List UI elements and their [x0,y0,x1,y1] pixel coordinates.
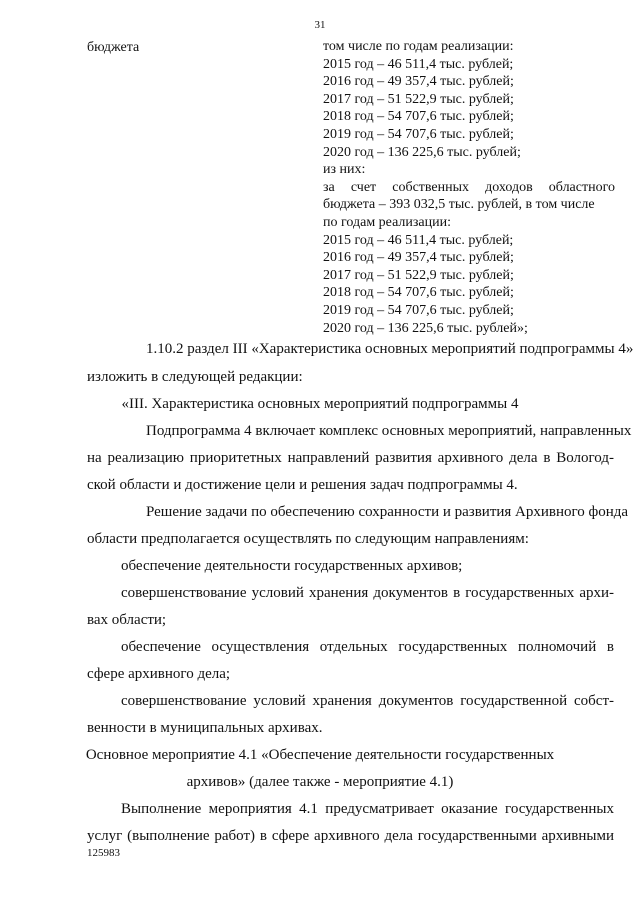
right-cell-line: 2019 год – 54 707,6 тыс. рублей; [323,126,514,142]
subsection-heading: Основное мероприятие 4.1 «Обеспечение деятельности государственных [85,747,555,763]
right-cell-line: 2020 год – 136 225,6 тыс. рублей»; [323,320,528,336]
right-cell-line: бюджета – 393 032,5 тыс. рублей, в том числе [323,197,595,213]
page-number: 31 [314,19,326,31]
right-cell-line: 2017 год – 51 522,9 тыс. рублей; [323,91,514,107]
paragraph-line: ской области и достижение цели и решения задач подпрограммы 4. [87,477,518,493]
list-item: обеспечение осуществления отдельных государственных полномочий в [121,639,614,655]
right-cell-line: 2016 год – 49 357,4 тыс. рублей; [323,250,514,266]
paragraph-line: Подпрограмма 4 включает комплекс основных мероприятий, направленных [146,423,632,439]
right-cell-line: 2016 год – 49 357,4 тыс. рублей; [323,74,514,90]
paragraph-line: на реализацию приоритетных направлений развития архивного дела в Вологод- [87,450,614,466]
right-cell-line: 2017 год – 51 522,9 тыс. рублей; [323,267,514,283]
document-code: 125983 [87,847,120,859]
list-item: обеспечение деятельности государственных архивов; [121,558,463,574]
table-right-cell [323,38,615,337]
right-cell-line: 2018 год – 54 707,6 тыс. рублей; [323,109,514,125]
right-cell-line: за счет собственных доходов областного [323,179,615,195]
section-heading: «III. Характеристика основных мероприятий подпрограммы 4 [121,396,519,412]
list-item: совершенствование условий хранения документов в государственных архи- [121,585,614,601]
paragraph-line: области предполагается осуществлять по следующим направлениям: [87,531,529,547]
subsection-heading: архивов» (далее также - мероприятие 4.1) [186,774,454,790]
table-left-cell: бюджета [87,40,140,55]
amendment-line: изложить в следующей редакции: [87,369,303,385]
right-cell-line: 2015 год – 46 511,4 тыс. рублей; [323,232,514,248]
right-cell-line: из них: [323,162,366,178]
paragraph-line: Выполнение мероприятия 4.1 предусматривает оказание государственных [121,801,614,817]
paragraph-line: Решение задачи по обеспечению сохранности и развития Архивного фонда [146,504,629,520]
right-cell-line: том числе по годам реализации: [323,39,514,54]
amendment-line: 1.10.2 раздел III «Характеристика основных мероприятий подпрограммы 4» [146,341,634,357]
list-item-continuation: вах области; [87,612,167,628]
right-cell-line: 2018 год – 54 707,6 тыс. рублей; [323,285,514,301]
list-item-continuation: венности в муниципальных архивах. [87,720,323,736]
paragraph-line: услуг (выполнение работ) в сфере архивного дела государственными архивными [87,828,614,844]
list-item: совершенствование условий хранения документов государственной собст- [121,693,614,709]
right-cell-line: 2015 год – 46 511,4 тыс. рублей; [323,56,514,72]
right-cell-line: по годам реализации: [323,214,451,230]
right-cell-line: 2019 год – 54 707,6 тыс. рублей; [323,302,514,318]
list-item-continuation: сфере архивного дела; [87,666,231,682]
right-cell-line: 2020 год – 136 225,6 тыс. рублей; [323,144,521,160]
